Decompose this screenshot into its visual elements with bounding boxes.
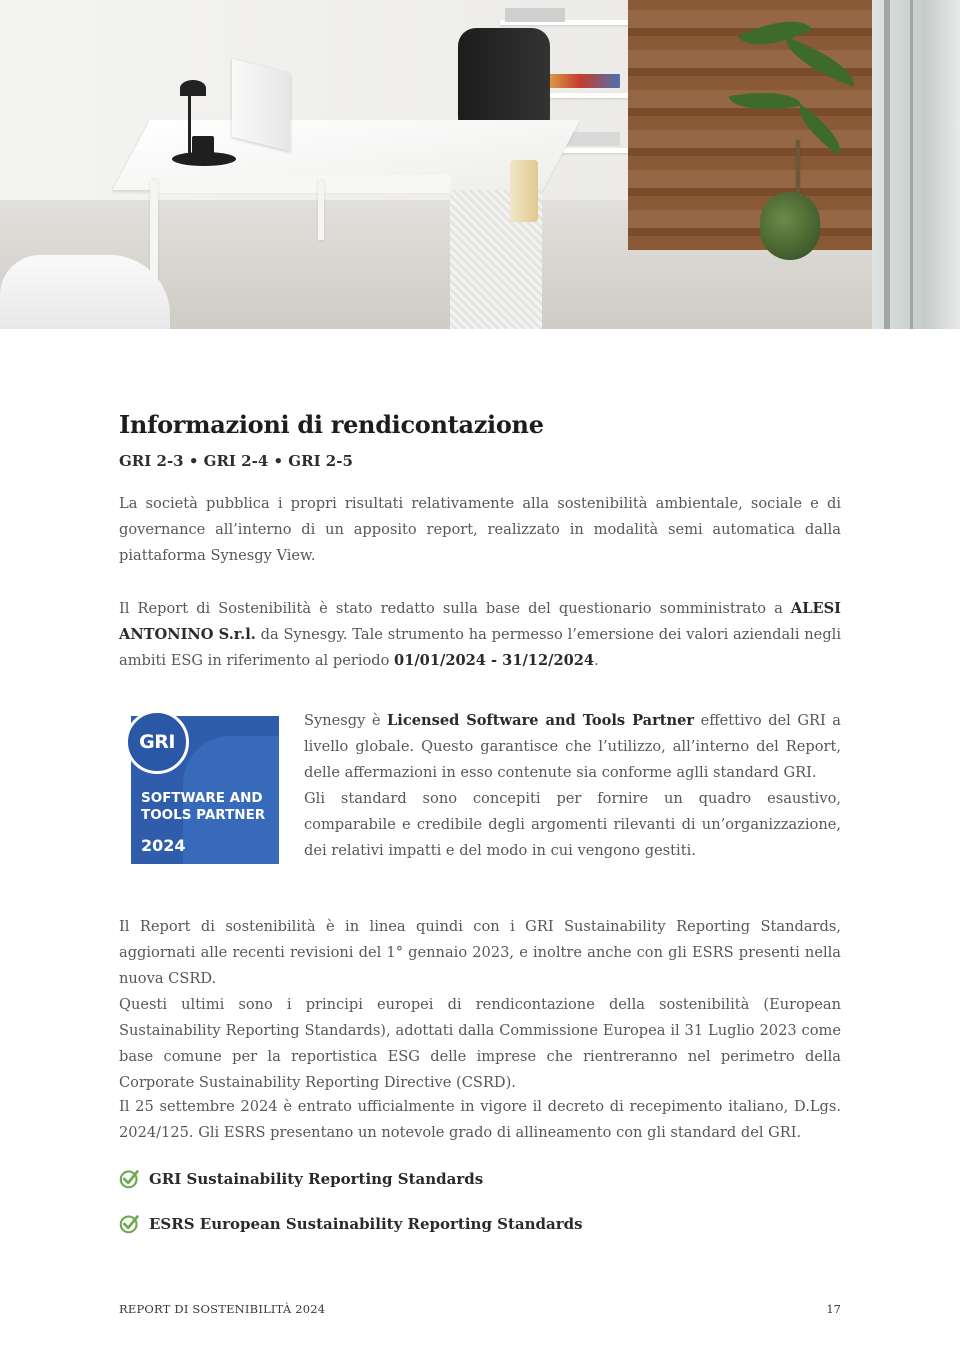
paragraph-text: Il Report di sostenibilità è in linea quindi con i GRI Sustainability Reporting Standards, aggiornati alle recenti revisioni del 1° gennaio 2023, e inoltre anche con gli ESRS presenti nella nuova CSRD. xyxy=(119,918,841,987)
photo-white-chair xyxy=(0,255,170,329)
gri-logo-text: GRI xyxy=(139,731,175,753)
paragraph-text: Synesgy è xyxy=(304,712,388,729)
hero-office-photo xyxy=(0,0,960,329)
badge-line-2: TOOLS PARTNER xyxy=(141,807,266,823)
gri-references: GRI 2-3 • GRI 2-4 • GRI 2-5 xyxy=(119,452,353,470)
check-circle-icon xyxy=(119,1168,140,1189)
checklist-item xyxy=(119,1168,483,1189)
partner-title: Licensed Software and Tools Partner xyxy=(387,712,695,729)
checklist-label: GRI Sustainability Reporting Standards xyxy=(149,1169,484,1188)
photo-plant-pot xyxy=(760,192,820,260)
photo-bottle xyxy=(510,160,538,222)
footer-report-label: REPORT DI SOSTENIBILITÀ 2024 xyxy=(119,1302,326,1316)
paragraph-text: . xyxy=(594,652,599,669)
badge-line-1: SOFTWARE AND xyxy=(141,790,263,806)
photo-books xyxy=(540,74,620,88)
paragraph-text: da Synesgy. Tale strumento ha permesso l’emersione dei valori aziendali negli ambiti ESG in riferimento al periodo xyxy=(119,626,841,669)
paragraph-text: effettivo del GRI a livello globale. Questo garantisce che l’utilizzo, all’interno del Report, delle affermazioni in esso contenute sia conforme aglli standard GRI. xyxy=(304,712,841,781)
photo-office-chair xyxy=(458,28,550,128)
photo-monitor xyxy=(232,59,290,151)
gri-partner-badge xyxy=(123,706,281,866)
photo-lamp xyxy=(180,80,206,96)
checklist-label: ESRS European Sustainability Reporting Standards xyxy=(149,1214,583,1233)
questionnaire-paragraph xyxy=(119,596,841,674)
photo-cup xyxy=(192,136,214,162)
intro-paragraph: La società pubblica i propri risultati relativamente alla sostenibilità ambientale, sociale e di governance all’interno di un apposito report, realizzato in modalità semi automatica dalla piattaforma Synesgy View. xyxy=(119,495,841,564)
photo-glass-frame xyxy=(910,0,913,329)
photo-glass-frame xyxy=(884,0,890,329)
gri-logo-icon xyxy=(125,710,189,774)
page-number: 17 xyxy=(826,1302,841,1316)
decree-paragraph: Il 25 settembre 2024 è entrato ufficialmente in vigore il decreto di recepimento italiano, D.Lgs. 2024/125. Gli ESRS presentano un notevole grado di allineamento con gli standard del GRI. xyxy=(119,1098,841,1141)
photo-desk-leg xyxy=(318,180,324,240)
company-name: ALESI ANTONINO S.r.l. xyxy=(119,600,841,643)
checklist-item xyxy=(119,1213,583,1234)
photo-lamp-pole xyxy=(188,92,191,160)
photo-plant-stem xyxy=(796,140,800,200)
photo-desk-edge xyxy=(150,175,450,193)
badge-year: 2024 xyxy=(141,836,186,855)
paragraph-text: Questi ultimi sono i principi europei di rendicontazione della sostenibilità (European Sustainability Reporting Standards), adottati dalla Commissione Europea il 31 Luglio 2023 come base comune per la reportistica ESG delle imprese che rientreranno nel perimetro della Corporate Sustainability Reporting Directive (CSRD). xyxy=(119,996,841,1091)
page-title: Informazioni di rendicontazione xyxy=(119,410,544,439)
check-circle-icon xyxy=(119,1213,140,1234)
photo-books xyxy=(505,8,565,22)
paragraph-text: Il Report di Sostenibilità è stato redatto sulla base del questionario somministrato a xyxy=(119,600,791,617)
partner-paragraph xyxy=(304,708,841,864)
paragraph-text: Gli standard sono concepiti per fornire un quadro esaustivo, comparabile e credibile degli argomenti rilevanti di un’organizzazione, dei relativi impatti e del modo in cui vengono gestiti. xyxy=(304,790,841,859)
standards-paragraph xyxy=(119,914,841,1096)
reporting-period: 01/01/2024 - 31/12/2024 xyxy=(394,652,595,669)
